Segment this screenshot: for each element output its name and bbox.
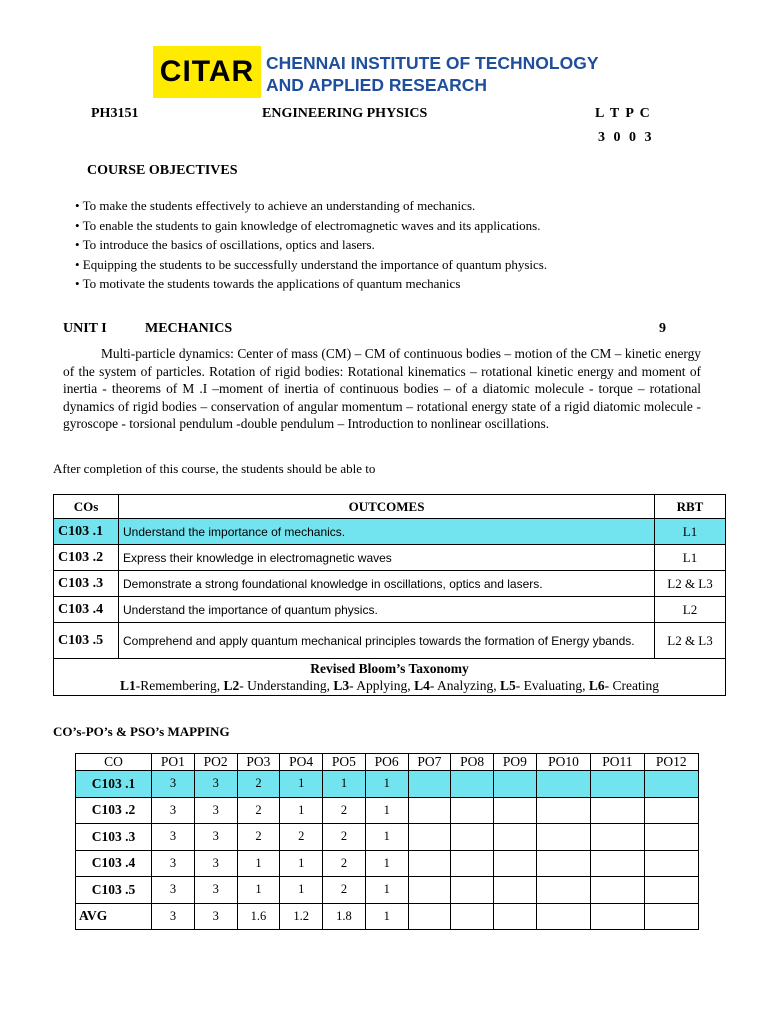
table-row	[54, 519, 726, 545]
mapping-header-cell: PO5	[323, 754, 366, 771]
po-value-cell: 1	[237, 850, 280, 877]
objective-item: • Equipping the students to be successfully understand the importance of quantum physics.	[75, 256, 548, 272]
po-value-cell	[408, 797, 451, 824]
bloom-title: Revised Bloom’s Taxonomy	[310, 661, 469, 676]
po-value-cell: 2	[323, 877, 366, 904]
table-row	[76, 824, 699, 851]
objective-item: • To motivate the students towards the applications of quantum mechanics	[75, 276, 461, 291]
po-value-cell	[494, 877, 537, 904]
rbt-cell: L2	[655, 597, 726, 623]
po-value-cell: 1	[365, 850, 408, 877]
po-value-cell	[644, 903, 698, 930]
co-cell: C103 .3	[54, 571, 119, 597]
co-cell: C103 .4	[76, 850, 152, 877]
ltpc-values: 3 0 0 3	[598, 130, 652, 145]
po-value-cell	[451, 877, 494, 904]
po-value-cell: 1	[365, 824, 408, 851]
po-value-cell	[494, 824, 537, 851]
po-value-cell	[536, 903, 590, 930]
course-title: ENGINEERING PHYSICS	[262, 106, 428, 121]
co-cell: C103 .1	[54, 519, 119, 545]
mapping-table	[75, 753, 699, 930]
bloom-level-text: - Understanding,	[239, 678, 334, 693]
bloom-level-text: - Analyzing,	[429, 678, 500, 693]
objectives-list	[75, 196, 547, 294]
outcome-cell: Understand the importance of mechanics.	[119, 519, 655, 545]
ltpc-labels: L T P C	[595, 106, 650, 121]
po-value-cell	[451, 824, 494, 851]
po-value-cell	[408, 850, 451, 877]
po-value-cell: 3	[152, 797, 195, 824]
objective-item: • To introduce the basics of oscillations, optics and lasers.	[75, 237, 375, 252]
co-cell: C103 .2	[54, 545, 119, 571]
po-value-cell: 1.2	[280, 903, 323, 930]
po-value-cell	[494, 797, 537, 824]
bloom-levels	[54, 677, 725, 694]
po-value-cell: 3	[194, 903, 237, 930]
po-value-cell	[408, 903, 451, 930]
table-row	[76, 771, 699, 798]
po-value-cell	[494, 850, 537, 877]
outcomes-table	[53, 494, 726, 696]
po-value-cell: 3	[152, 903, 195, 930]
citar-logo	[153, 46, 261, 98]
bloom-level-code: L4	[414, 678, 430, 693]
table-row	[54, 545, 726, 571]
po-value-cell: 2	[237, 771, 280, 798]
po-value-cell	[591, 877, 644, 904]
po-value-cell	[644, 797, 698, 824]
po-value-cell: 3	[152, 850, 195, 877]
outcomes-header-row	[54, 495, 726, 519]
po-value-cell: 2	[323, 824, 366, 851]
po-value-cell	[591, 850, 644, 877]
table-row	[54, 597, 726, 623]
po-value-cell	[536, 877, 590, 904]
po-value-cell: 1	[365, 771, 408, 798]
unit-hours: 9	[659, 321, 666, 336]
po-value-cell: 2	[323, 850, 366, 877]
po-value-cell: 1	[280, 771, 323, 798]
po-value-cell: 3	[194, 797, 237, 824]
po-value-cell: 2	[237, 824, 280, 851]
bloom-level-code: L6	[588, 678, 605, 693]
bloom-level-code: L2	[223, 678, 240, 693]
bloom-level-code: L5	[499, 678, 516, 693]
mapping-title: CO’s-PO’s & PSO’s MAPPING	[53, 724, 230, 739]
table-row	[76, 797, 699, 824]
bloom-level-code: L1	[120, 678, 136, 693]
mapping-header-cell: PO4	[280, 754, 323, 771]
po-value-cell	[591, 903, 644, 930]
po-value-cell	[591, 797, 644, 824]
outcome-cell: Express their knowledge in electromagnetic waves	[119, 545, 655, 571]
po-value-cell: 3	[152, 771, 195, 798]
table-row	[76, 877, 699, 904]
po-value-cell: 2	[280, 824, 323, 851]
rbt-cell: L1	[655, 519, 726, 545]
institution-line-2: AND APPLIED RESEARCH	[266, 75, 488, 95]
po-value-cell	[536, 850, 590, 877]
header-cos: COs	[54, 495, 119, 519]
po-value-cell	[451, 797, 494, 824]
outcome-cell: Comprehend and apply quantum mechanical principles towards the formation of Energy ybands.	[119, 623, 655, 659]
po-value-cell: 1	[280, 797, 323, 824]
rbt-cell: L1	[655, 545, 726, 571]
course-code: PH3151	[91, 106, 139, 121]
mapping-header-cell: PO1	[152, 754, 195, 771]
rbt-cell: L2 & L3	[655, 623, 726, 659]
bloom-level-text: - Creating	[604, 678, 659, 693]
unit-content: Multi-particle dynamics: Center of mass (CM) – CM of continuous bodies – motion of the CM – kinetic energy of the system of particles. Rotation of rigid bodies: Rotational kinematics – rotational kinetic energy and moment of inertia - theorems of M .I –moment of inertia of continuous bodies – of a diatomic molecule - torque – rotational dynamics of rigid bodies – conservation of angular momentum – rotational energy state of a rigid diatomic molecule - gyroscope - torsional pendulum -double pendulum – Introduction to nonlinear oscillations.	[63, 346, 701, 432]
mapping-header-cell: PO8	[451, 754, 494, 771]
po-value-cell: 3	[194, 877, 237, 904]
table-row	[76, 850, 699, 877]
unit-name: MECHANICS	[145, 321, 233, 336]
po-value-cell	[644, 824, 698, 851]
po-value-cell: 2	[323, 797, 366, 824]
outcome-cell: Demonstrate a strong foundational knowledge in oscillations, optics and lasers.	[119, 571, 655, 597]
bloom-level-code: L3	[333, 678, 350, 693]
bloom-cell	[54, 659, 726, 696]
mapping-header-cell: PO12	[644, 754, 698, 771]
objectives-heading: COURSE OBJECTIVES	[87, 163, 238, 178]
po-value-cell: 3	[194, 824, 237, 851]
po-value-cell	[644, 850, 698, 877]
mapping-header-cell: CO	[76, 754, 152, 771]
po-value-cell	[408, 824, 451, 851]
po-value-cell	[451, 771, 494, 798]
mapping-header-row	[76, 754, 699, 771]
co-cell: C103 .3	[76, 824, 152, 851]
mapping-header-cell: PO3	[237, 754, 280, 771]
bloom-level-text: - Applying,	[349, 678, 415, 693]
po-value-cell	[494, 771, 537, 798]
objective-item: • To enable the students to gain knowledge of electromagnetic waves and its applications.	[75, 217, 541, 233]
po-value-cell: 1	[280, 850, 323, 877]
po-value-cell: 1	[365, 797, 408, 824]
mapping-header-cell: PO10	[536, 754, 590, 771]
po-value-cell: 2	[237, 797, 280, 824]
po-value-cell	[536, 824, 590, 851]
outcome-cell: Understand the importance of quantum physics.	[119, 597, 655, 623]
po-value-cell	[494, 903, 537, 930]
co-cell: C103 .5	[76, 877, 152, 904]
po-value-cell: 1.6	[237, 903, 280, 930]
co-cell: C103 .2	[76, 797, 152, 824]
table-row	[54, 623, 726, 659]
po-value-cell	[644, 877, 698, 904]
bloom-row	[54, 659, 726, 696]
bloom-level-text: - Evaluating,	[515, 678, 589, 693]
co-cell: AVG	[76, 903, 152, 930]
po-value-cell	[591, 824, 644, 851]
header-rbt: RBT	[655, 495, 726, 519]
po-value-cell	[536, 771, 590, 798]
po-value-cell: 1	[365, 877, 408, 904]
table-row	[76, 903, 699, 930]
rbt-cell: L2 & L3	[655, 571, 726, 597]
po-value-cell	[451, 850, 494, 877]
objective-item: • To make the students effectively to achieve an understanding of mechanics.	[75, 198, 476, 213]
po-value-cell: 3	[194, 771, 237, 798]
institution-line-1: CHENNAI INSTITUTE OF TECHNOLOGY	[266, 53, 599, 73]
po-value-cell: 1	[237, 877, 280, 904]
po-value-cell: 1	[280, 877, 323, 904]
po-value-cell	[451, 903, 494, 930]
co-cell: C103 .4	[54, 597, 119, 623]
header-outcomes: OUTCOMES	[119, 495, 655, 519]
po-value-cell	[408, 877, 451, 904]
bloom-level-text: -Remembering,	[135, 678, 224, 693]
after-completion-text: After completion of this course, the students should be able to	[53, 461, 376, 476]
co-cell: C103 .5	[54, 623, 119, 659]
po-value-cell: 3	[194, 850, 237, 877]
po-value-cell	[536, 797, 590, 824]
mapping-header-cell: PO6	[365, 754, 408, 771]
po-value-cell: 1	[323, 771, 366, 798]
po-value-cell: 3	[152, 877, 195, 904]
po-value-cell: 1	[365, 903, 408, 930]
mapping-header-cell: PO2	[194, 754, 237, 771]
mapping-header-cell: PO7	[408, 754, 451, 771]
table-row	[54, 571, 726, 597]
co-cell: C103 .1	[76, 771, 152, 798]
po-value-cell	[644, 771, 698, 798]
logo-text: CITAR	[159, 55, 255, 88]
po-value-cell	[408, 771, 451, 798]
po-value-cell	[591, 771, 644, 798]
po-value-cell: 3	[152, 824, 195, 851]
unit-label: UNIT I	[63, 321, 107, 336]
mapping-header-cell: PO9	[494, 754, 537, 771]
mapping-header-cell: PO11	[591, 754, 644, 771]
po-value-cell: 1.8	[323, 903, 366, 930]
institution-name	[266, 52, 599, 96]
